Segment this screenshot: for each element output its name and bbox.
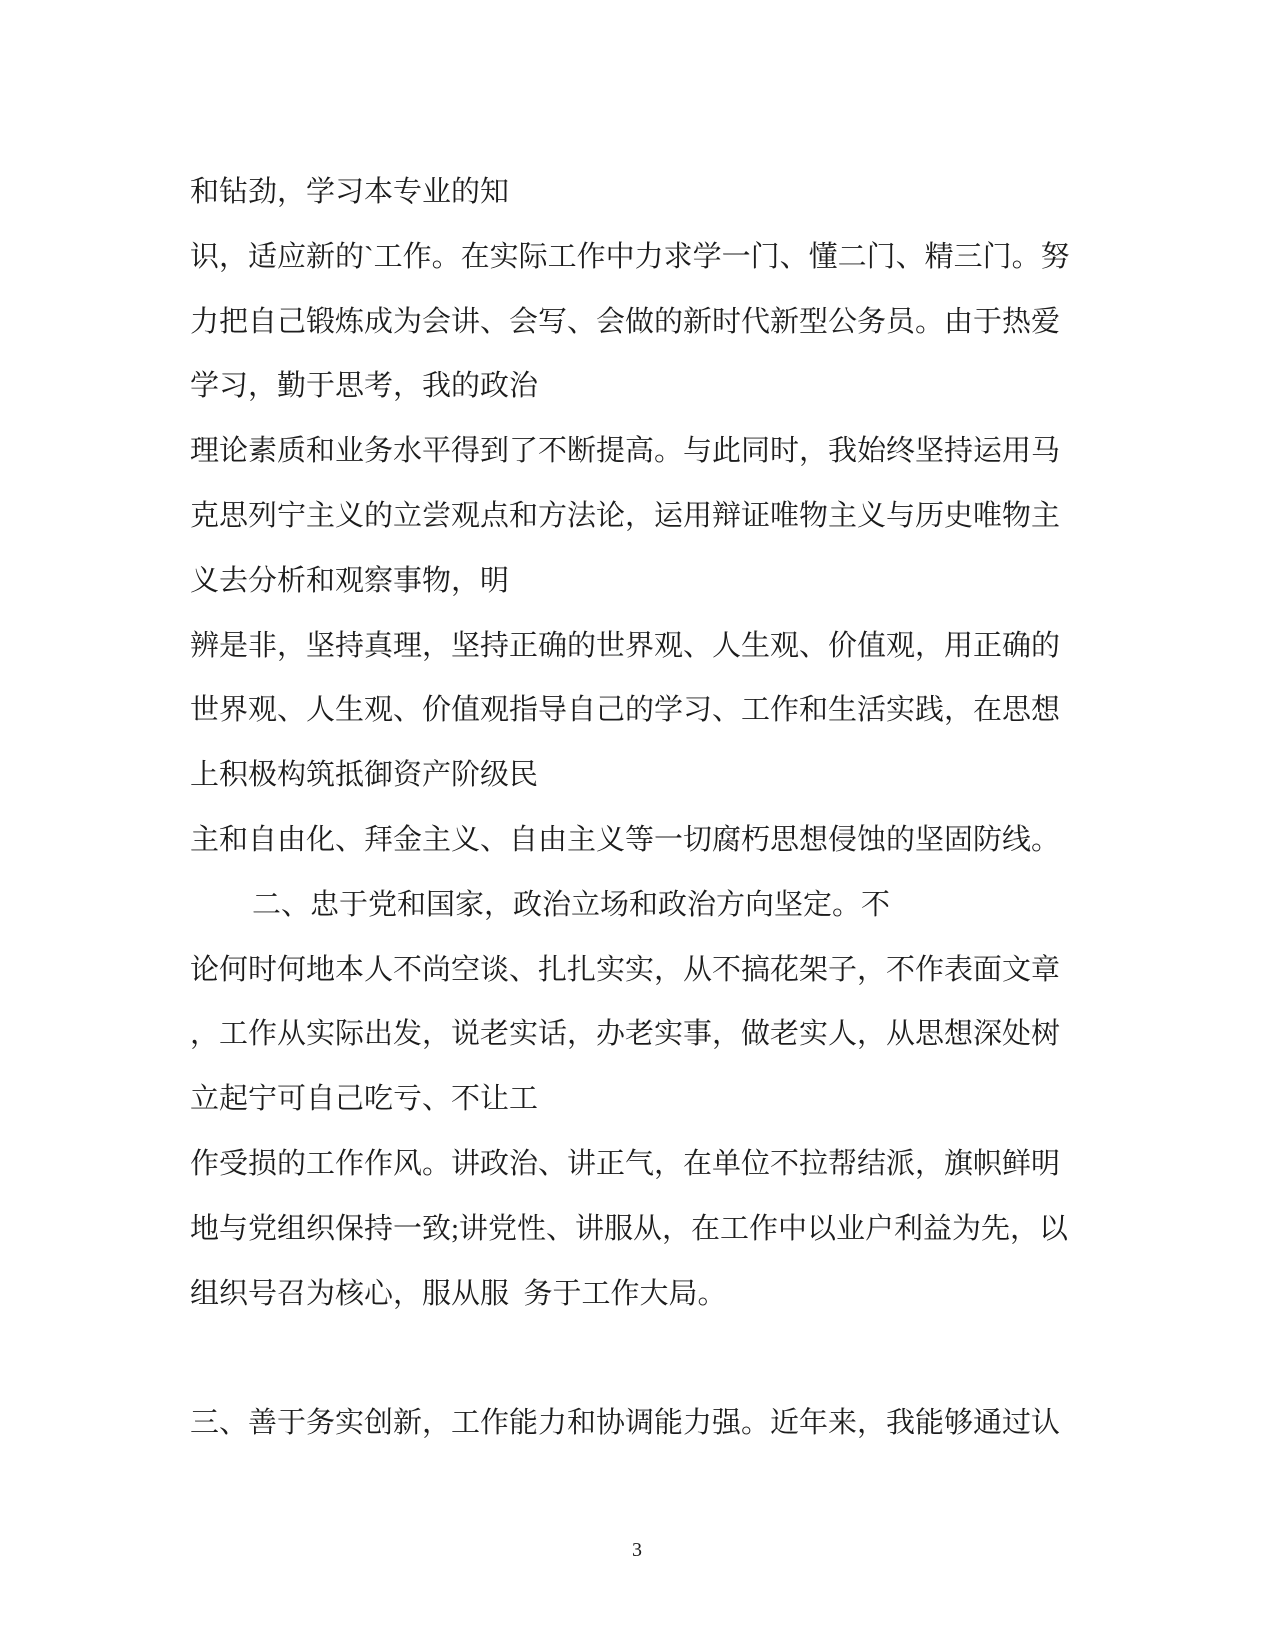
text-line: 三、善于务实创新，工作能力和协调能力强。近年来，我能够通过认 (190, 1407, 1061, 1440)
text-line: 世界观、人生观、价值观指导自己的学习、工作和生活实践，在思想 (190, 694, 1061, 727)
text-line: 二、忠于党和国家，政治立场和政治方向坚定。不 (252, 888, 891, 921)
text-line: 主和自由化、拜金主义、自由主义等一切腐朽思想侵蚀的坚固防线。 (190, 823, 1061, 856)
text-line: 理论素质和业务水平得到了不断提高。与此同时，我始终坚持运用马 (190, 435, 1061, 468)
text-line: 作受损的工作作风。讲政治、讲正气，在单位不拉帮结派，旗帜鲜明 (190, 1147, 1061, 1180)
text-line: ，工作从实际出发，说老实话，办老实事，做老实人，从思想深处树 (190, 1018, 1061, 1051)
text-line: 论何时何地本人不尚空谈、扎扎实实，从不搞花架子，不作表面文章 (190, 953, 1061, 986)
text-line: 力把自己锻炼成为会讲、会写、会做的新时代新型公务员。由于热爱 (190, 305, 1061, 338)
text-line: 义去分析和观察事物，明 (190, 564, 510, 597)
text-line: 辨是非，坚持真理，坚持正确的世界观、人生观、价值观，用正确的 (190, 629, 1061, 662)
text-line: 上积极构筑抵御资产阶级民 (190, 759, 539, 792)
text-line: 和钻劲，学习本专业的知 (190, 176, 510, 208)
body-text (190, 160, 1135, 1456)
text-line: 组织号召为核心，服从服 务于工作大局。 (190, 1277, 727, 1310)
text-line: 地与党组织保持一致;讲党性、讲服从，在工作中以业户利益为先，以 (190, 1212, 1069, 1245)
text-line: 立起宁可自己吃亏、不让工 (190, 1083, 539, 1116)
text-line: 识，适应新的`工作。在实际工作中力求学一门、懂二门、精三门。努 (190, 240, 1070, 273)
text-line: 克思列宁主义的立尝观点和方法论，运用辩证唯物主义与历史唯物主 (190, 499, 1061, 532)
page-number: 3 (632, 1539, 642, 1561)
text-line (190, 1326, 1135, 1391)
text-line: 学习，勤于思考，我的政治 (190, 370, 539, 403)
